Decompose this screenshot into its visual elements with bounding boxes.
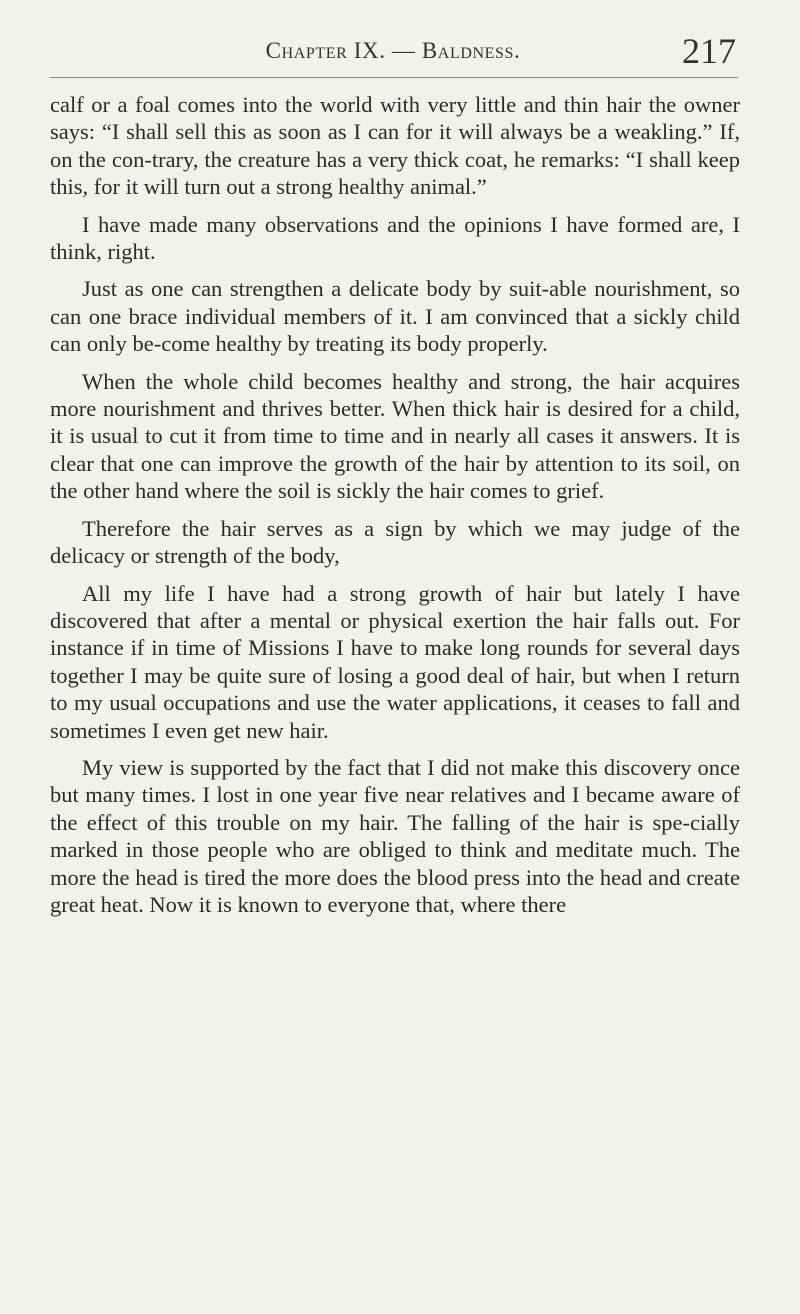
page-number: 217 xyxy=(682,31,736,71)
paragraph-5: Therefore the hair serves as a sign by which we may judge of the delicacy or strength of the body, xyxy=(50,515,740,569)
paragraph-4: When the whole child becomes healthy and strong, the hair acquires more nourishment and thrives better. When thick hair is desired for a child, it is usual to cut it from time to time and in nearly all cases it answers. It is clear that one can improve the growth of the hair by attention to its soil, on the other hand where the soil is sickly the hair comes to grief. xyxy=(50,368,740,504)
chapter-title: Chapter IX. — Baldness. xyxy=(265,38,521,63)
paragraph-6: All my life I have had a strong growth of hair but lately I have discovered that after a mental or physical exertion the hair falls out. For instance if in time of Missions I have to make long rounds for several days together I may be quite sure of losing a good deal of hair, but when I return to my usual occupations and use the water applications, it ceases to fall and sometimes I even get new hair. xyxy=(50,580,740,743)
paragraph-1: calf or a foal comes into the world with very little and thin hair the owner says: “I shall sell this as soon as I can for it will always be a weakling.” If, on the con-trary, the creature has a very thick coat, he remarks: “I shall keep this, for it will turn out a strong healthy animal.” xyxy=(50,92,740,200)
body-text xyxy=(50,91,740,918)
running-head xyxy=(50,30,736,74)
paragraph-2: I have made many observations and the opinions I have formed are, I think, right. xyxy=(50,211,740,265)
paragraph-3: Just as one can strengthen a delicate body by suit-able nourishment, so can one brace individual members of it. I am convinced that a sickly child can only be-come healthy by treating its body properly. xyxy=(50,276,740,357)
header-rule xyxy=(50,77,738,78)
paragraph-7: My view is supported by the fact that I did not make this discovery once but many times. I lost in one year five near relatives and I became aware of the effect of this trouble on my hair. The falling of the hair is spe-cially marked in those people who are obliged to think and meditate much. The more the head is tired the more does the blood press into the head and create great heat. Now it is known to everyone that, where there xyxy=(50,754,740,917)
